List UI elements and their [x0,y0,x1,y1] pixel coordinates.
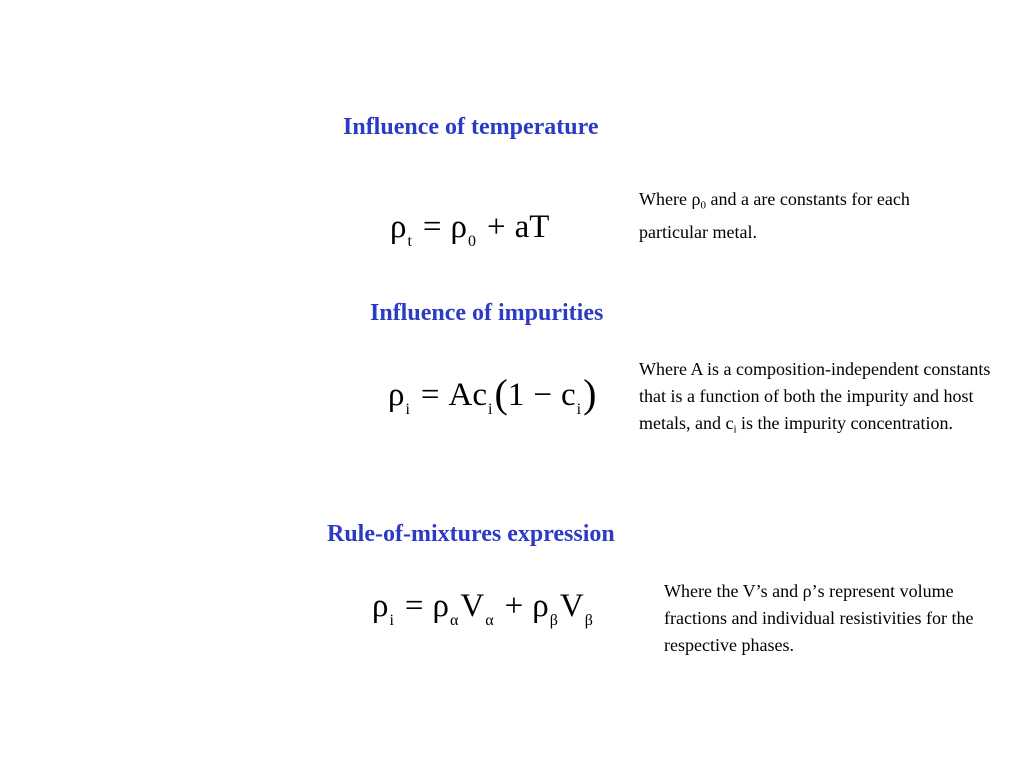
equation-subscript: i [405,400,410,418]
equation-symbol: ρ [372,588,389,624]
equation-subscript: i [576,400,582,418]
heading-impurities: Influence of impurities [370,300,604,326]
equation-symbol: A [448,377,473,413]
equation-parenthesis: ) [583,371,597,416]
equation-subscript: i [389,611,394,629]
note-text: is the impurity concentration. [736,413,953,433]
equation-impurities [388,371,597,418]
equation-symbol: ρ [432,588,450,624]
equation-operator: = [404,588,424,624]
equation-operator: − [533,377,552,413]
equation-operator: = [422,209,442,245]
equation-parenthesis: ( [494,371,508,416]
equation-subscript: 0 [468,232,477,250]
equation-symbol: ρ [450,209,468,245]
note-subscript: 0 [700,199,706,212]
equation-subscript: β [549,611,558,629]
equation-operator: + [487,209,506,245]
equation-symbol: 1 [507,377,525,413]
equation-symbol: ρ [532,588,549,624]
note-subscript: i [733,423,737,436]
heading-temperature: Influence of temperature [343,114,599,140]
equation-symbol: ρ [390,209,407,245]
equation-symbol: V [460,588,485,624]
note-text: Where A is a composition-independent constants that is a function of both the impurity and host metals, and c [639,359,991,433]
equation-subscript: α [450,611,459,629]
note-text: Where ρ [639,189,701,209]
equation-symbol: c [560,377,576,413]
note-temperature [639,186,959,246]
note-text: Where the V’s and ρ’s represent volume fractions and individual resistivities for the respective phases. [664,581,974,655]
equation-symbol: c [472,377,488,413]
equation-operator: = [420,377,440,413]
note-rule-of-mixtures [664,578,1019,659]
equation-subscript: α [485,611,494,629]
equation-subscript: t [407,232,412,250]
equation-operator: + [504,588,524,624]
note-text: and a are constants for each particular metal. [639,189,910,243]
equation-symbol: V [559,588,584,624]
equation-symbol: ρ [388,377,405,413]
note-impurities [639,356,1009,443]
equation-rule-of-mixtures [372,590,595,629]
equation-subscript: i [488,400,493,418]
equation-symbol: aT [514,209,550,245]
equation-temperature [390,211,549,250]
heading-rule-of-mixtures: Rule-of-mixtures expression [327,521,615,547]
equation-subscript: β [584,611,593,629]
